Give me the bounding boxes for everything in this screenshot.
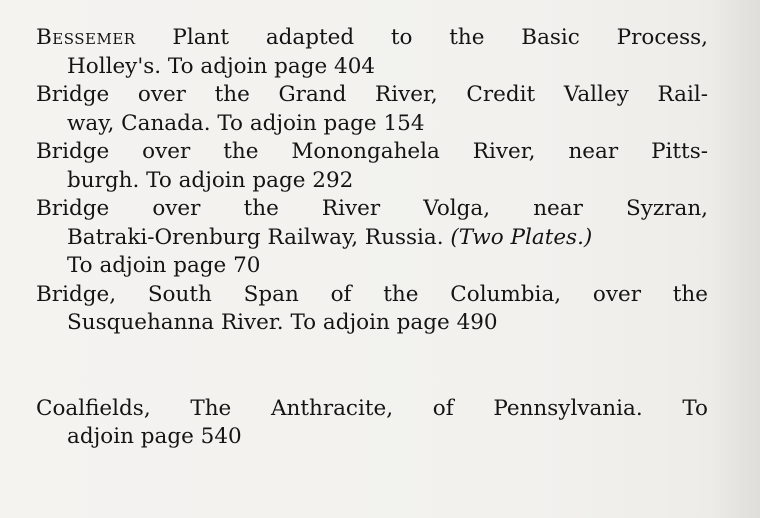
section-gap <box>36 338 708 395</box>
entry-first-line: Bessemer Plant adapted to the Basic Process, <box>36 25 708 50</box>
entry-continuation-line: adjoin page 540 <box>67 424 242 449</box>
index-entry-monongahela <box>36 138 708 195</box>
entry-continuation-line: Batraki-Orenburg Railway, Russia. (Two Plates.) <box>67 224 593 250</box>
entry-first-line: Bridge, South Span of the Columbia, over the <box>36 281 708 307</box>
small-caps-term: Bessemer <box>36 25 136 50</box>
index-entry-coalfields <box>36 395 708 452</box>
entry-continuation-line: To adjoin page 70 <box>67 253 261 278</box>
entry-first-line: Bridge over the Grand River, Credit Valley Rail- <box>36 82 708 107</box>
index-entry-columbia <box>36 281 708 338</box>
index-list <box>36 24 708 452</box>
page-edge-shadow <box>708 0 760 518</box>
entry-continuation-line: burgh. To adjoin page 292 <box>67 167 354 193</box>
index-entry-grand-river <box>36 81 708 138</box>
index-entry-bessemer <box>36 24 708 81</box>
entry-continuation-line: Holley's. To adjoin page 404 <box>67 53 376 79</box>
entry-continuation-line: way, Canada. To adjoin page 154 <box>67 110 425 136</box>
entry-first-line: Bridge over the Monongahela River, near Pitts- <box>36 139 708 164</box>
entry-first-line: Coalfields, The Anthracite, of Pennsylvania. To <box>36 395 708 421</box>
index-entry-volga <box>36 195 708 281</box>
entry-first-line: Bridge over the River Volga, near Syzran, <box>36 196 708 221</box>
entry-continuation-line: Susquehanna River. To adjoin page 490 <box>67 310 498 335</box>
italic-note: (Two Plates.) <box>450 224 593 250</box>
